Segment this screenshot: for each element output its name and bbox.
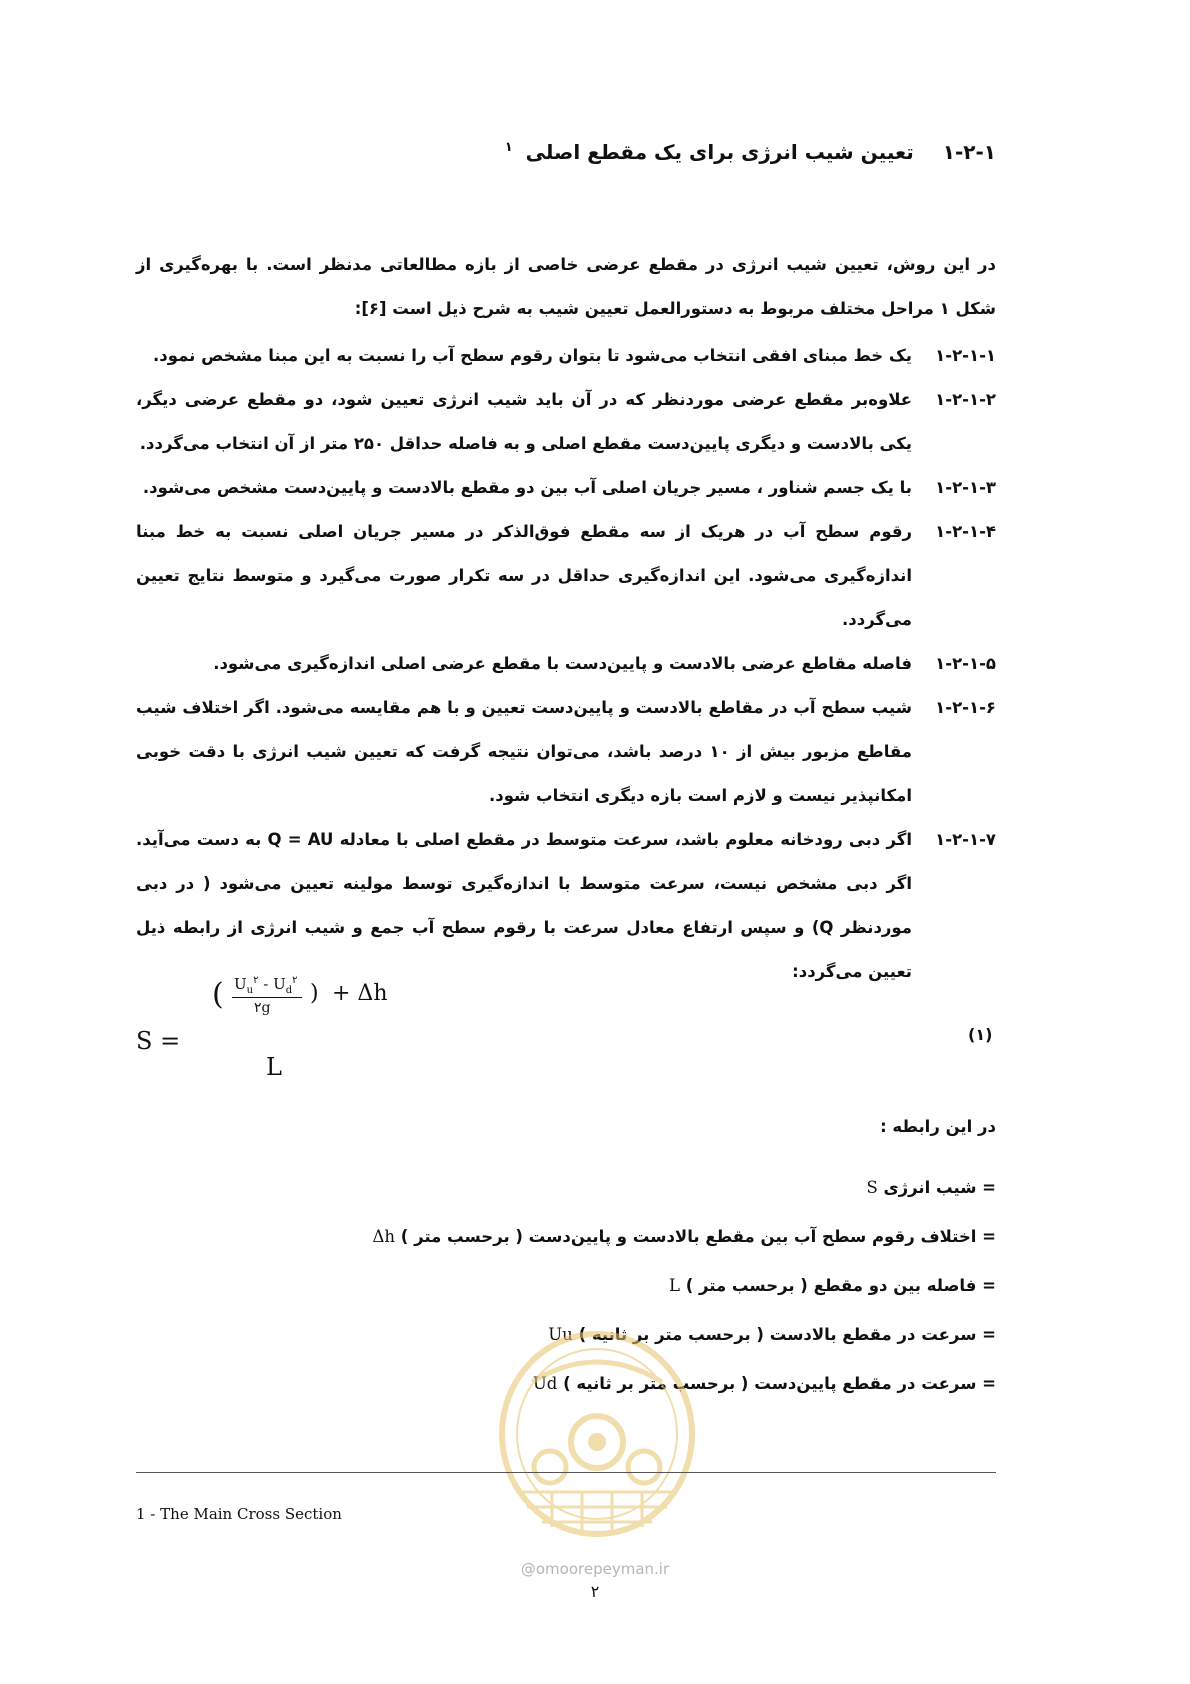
step-text: علاوه‌بر مقطع عرضی موردنظر که در آن باید شیب انرژی تعیین شود، دو مقطع عرضی دیگر، یکی بالادست و دیگری پایین‌دست مقطع اصلی و به فاصله حداقل ۲۵۰ متر از آن انتخاب می‌گردد. <box>136 390 912 453</box>
formula-denominator: ۲g <box>254 1000 271 1016</box>
section-title: تعیین شیب انرژی برای یک مقطع اصلی <box>525 140 914 164</box>
definition-symbol: S <box>866 1178 878 1197</box>
definition-text: = سرعت در مقطع بالادست ( برحسب متر بر ثانیه ) <box>578 1325 996 1344</box>
step-item <box>136 510 996 642</box>
where-label: در این رابطه : <box>880 1117 996 1136</box>
step-number: ۱-۲-۱-۶ <box>935 698 996 717</box>
step-number: ۱-۲-۱-۴ <box>935 522 996 541</box>
energy-slope-formula <box>136 975 396 1085</box>
step-item <box>136 642 996 686</box>
definition-text: = فاصله بین دو مقطع ( برحسب متر ) <box>685 1276 996 1295</box>
steps-list <box>136 334 996 994</box>
watermark-site: @omoorepeyman.ir <box>520 1560 670 1578</box>
step-number: ۱-۲-۱-۳ <box>935 478 996 497</box>
definition-text: = سرعت در مقطع پایین‌دست ( برحسب متر بر ثانیه ) <box>563 1374 996 1393</box>
formula-open-paren: ( <box>212 977 224 1012</box>
step-item <box>136 686 996 818</box>
equation-number: (۱) <box>968 1025 993 1044</box>
step-item <box>136 466 996 510</box>
page-number: ۲ <box>590 1582 600 1601</box>
definition-item <box>176 1163 996 1212</box>
section-heading <box>296 140 996 164</box>
step-text: فاصله مقاطع عرضی بالادست و پایین‌دست با مقطع عرضی اصلی اندازه‌گیری می‌شود. <box>213 654 912 673</box>
step-number: ۱-۲-۱-۷ <box>935 830 996 849</box>
step-item <box>136 378 996 466</box>
footnote-mark[interactable]: ۱ <box>504 140 513 156</box>
definition-item <box>176 1212 996 1261</box>
footnote-divider <box>136 1472 996 1473</box>
step-text: رقوم سطح آب در هریک از سه مقطع فوق‌الذکر در مسیر جریان اصلی نسبت به خط مبنا اندازه‌گیری می‌شود. این اندازه‌گیری حداقل در سه تکرار صورت می‌گیرد و متوسط نتایج تعیین می‌گردد. <box>136 522 912 629</box>
definition-symbol: Uu <box>548 1325 573 1344</box>
definition-symbol: Ud <box>532 1374 558 1393</box>
step-item <box>136 818 996 994</box>
step-number: ۱-۲-۱-۲ <box>935 390 996 409</box>
formula-lhs: S = <box>136 1027 181 1055</box>
definition-text: = شیب انرژی <box>883 1178 996 1197</box>
footnote-text: 1 - The Main Cross Section <box>136 1505 342 1523</box>
step-text: یک خط مبنای افقی انتخاب می‌شود تا بتوان رقوم سطح آب را نسبت به این مبنا مشخص نمود. <box>153 346 912 365</box>
definition-item <box>176 1261 996 1310</box>
fraction-bar <box>232 997 302 998</box>
watermark-seal-icon <box>492 1322 702 1556</box>
section-number: ۱-۲-۱ <box>942 140 996 164</box>
step-text: شیب سطح آب در مقاطع بالادست و پایین‌دست تعیین و با هم مقایسه می‌شود. اگر اختلاف شیب مقاطع مزبور بیش از ۱۰ درصد باشد، می‌توان نتیجه گرفت که تعیین شیب انرژی با دقت خوبی امکانپذیر نیست و لازم است بازه دیگری انتخاب شود. <box>136 698 912 805</box>
definition-symbol: L <box>668 1276 680 1295</box>
step-number: ۱-۲-۱-۱ <box>935 346 996 365</box>
step-item <box>136 334 996 378</box>
intro-paragraph: در این روش، تعیین شیب انرژی در مقطع عرضی خاصی از بازه مطالعاتی مدنظر است. با بهره‌گیری از شکل ۱ مراحل مختلف مربوط به دستورالعمل تعیین شیب به شرح ذیل است [۶]: <box>136 255 996 318</box>
formula-numerator: $U_u^۲ - U_d^۲$ <box>234 975 298 996</box>
definition-text: = اختلاف رقوم سطح آب بین مقطع بالادست و پایین‌دست ( برحسب متر ) <box>400 1227 996 1246</box>
formula-divisor: L <box>266 1053 282 1081</box>
step-number: ۱-۲-۱-۵ <box>935 654 996 673</box>
definition-symbol: Δh <box>372 1227 396 1246</box>
formula-close-paren: ) <box>310 981 319 1006</box>
step-text: اگر دبی رودخانه معلوم باشد، سرعت متوسط در مقطع اصلی با معادله Q = AU به دست می‌آید. اگر دبی مشخص نیست، سرعت متوسط با اندازه‌گیری توسط مولینه تعیین می‌شود ( در دبی موردنظر Q) و سپس ارتفاع معادل سرعت با رقوم سطح آب جمع و شیب انرژی از رابطه ذیل تعیین می‌گردد: <box>136 830 912 981</box>
step-text: با یک جسم شناور ، مسیر جریان اصلی آب بین دو مقطع بالادست و پایین‌دست مشخص می‌شود. <box>142 478 912 497</box>
formula-plus-dh: + Δh <box>332 981 388 1006</box>
